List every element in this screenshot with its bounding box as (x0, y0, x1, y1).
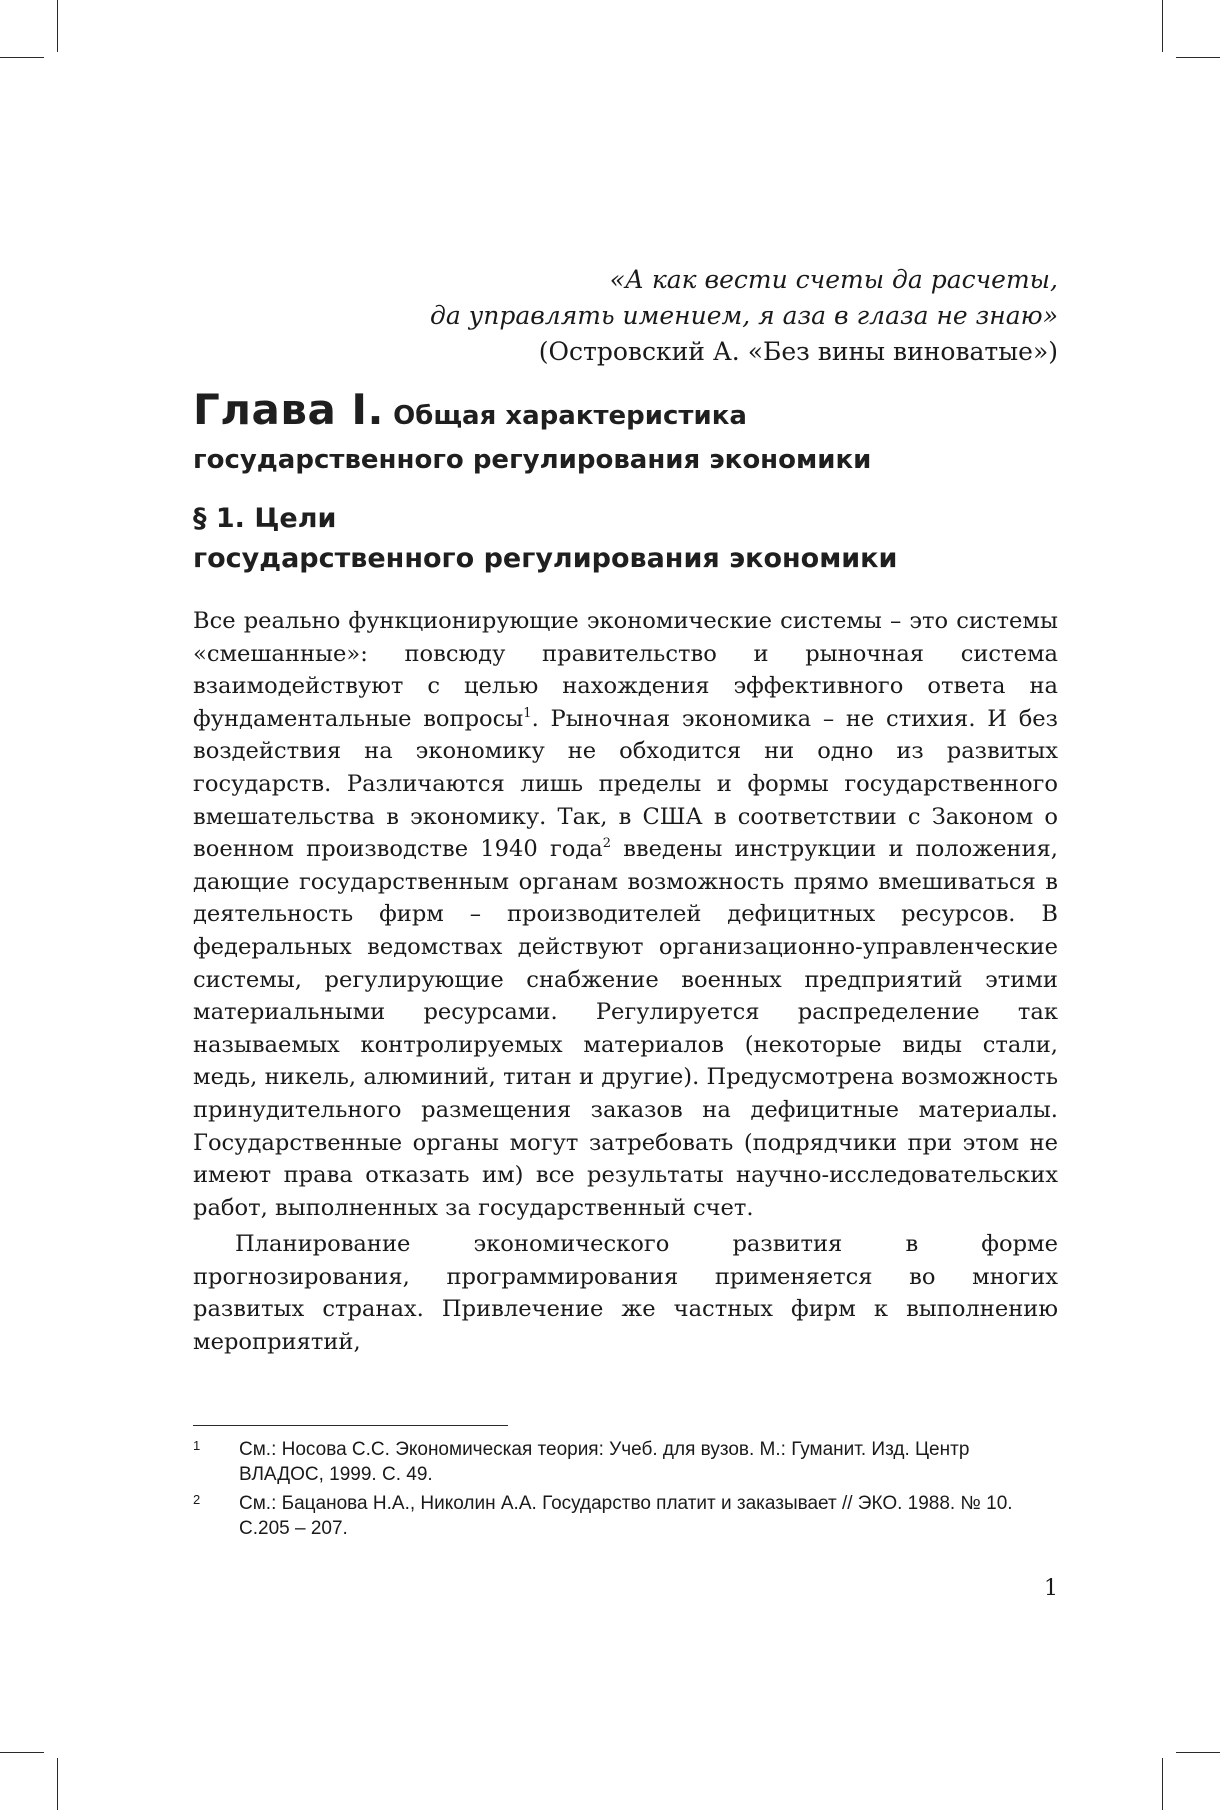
crop-mark-top-right-h (1176, 57, 1220, 58)
footnote-separator (193, 1425, 508, 1426)
footnote-text: См.: Носова С.С. Экономическая теория: Учеб. для вузов. М.: Гуманит. Изд. Центр ВЛАДОС, 1999. С. 49. (239, 1439, 970, 1485)
section-title-2: государственного регулирования экономики (193, 543, 898, 574)
crop-mark-top-left-h (0, 57, 44, 58)
paragraph-2: Планирование экономического развития в форме прогнозирования, программирования применяется во многих развитых странах. Привлечение же частных фирм к выполнению мероприятий, (193, 1231, 1058, 1356)
crop-mark-bottom-right-h (1176, 1752, 1220, 1753)
paragraph-1-part-3: введены инструкции и положения, дающие государственным органам возможность прямо вмешиваться в деятельность фирм – производителей дефицитных ресурсов. В федеральных ведомствах действуют организационно-управленческие системы, регулирующие снабжение военных предприятий этими материальными ресурсами. Регулируется распределение так называемых контролируемых материалов (некоторые виды стали, медь, никель, алюминий, титан и другие). Предусмотрена возможность принудительного размещения заказов на дефицитные материалы. Государственные органы могут затребовать (подрядчики при этом не имеют права отказать им) все результаты научно-исследовательских работ, выполненных за государственный счет. (193, 836, 1058, 1221)
chapter-title-1: Общая характеристика (393, 401, 747, 431)
footnotes (193, 1437, 1058, 1545)
crop-mark-top-right (1162, 0, 1163, 52)
epigraph-line-1: «А как вести счеты да расчеты, (609, 265, 1058, 294)
footnote (193, 1491, 1058, 1541)
section-heading (193, 499, 1073, 579)
footnote-ref-1[interactable]: 1 (523, 705, 532, 721)
chapter-label: Глава I. (193, 385, 384, 434)
epigraph-line-2: да управлять имением, я аза в глаза не знаю» (430, 301, 1058, 330)
paragraph-1-part-2: . Рыночная экономика – не стихия. И без воздействия на экономику не обходится ни одно из развитых государств. Различаются лишь пределы и формы государственного вмешательства в экономику. Так, в США в соответствии с Законом о военном производстве 1940 года (193, 705, 1058, 863)
footnote-number: 2 (193, 1492, 201, 1507)
crop-mark-top-left (57, 0, 58, 52)
footnote (193, 1437, 1058, 1487)
paragraph-1 (193, 605, 1058, 1224)
footnote-text: См.: Бацанова Н.А., Николин А.А. Государство платит и заказывает // ЭКО. 1988. № 10. С.205 – 207. (239, 1493, 1013, 1539)
crop-mark-bottom-left (57, 1758, 58, 1810)
epigraph (430, 262, 1058, 370)
body-text (193, 605, 1058, 1359)
crop-mark-bottom-right (1162, 1758, 1163, 1810)
paragraph-1-part-1: Все реально функционирующие экономические системы – это системы «смешанные»: повсюду правительство и рыночная система взаимодействуют с целью нахождения эффективного ответа на фундаментальные вопросы (193, 608, 1058, 732)
section-title-1: § 1. Цели (193, 503, 337, 534)
chapter-heading (193, 386, 1073, 579)
crop-mark-bottom-left-h (0, 1752, 44, 1753)
epigraph-attribution: (Островский А. «Без вины виноватые») (538, 337, 1058, 366)
page-number: 1 (1044, 1576, 1058, 1601)
chapter-title-2: государственного регулирования экономики (193, 445, 872, 475)
footnote-ref-2[interactable]: 2 (602, 836, 612, 852)
footnote-number: 1 (193, 1438, 201, 1453)
